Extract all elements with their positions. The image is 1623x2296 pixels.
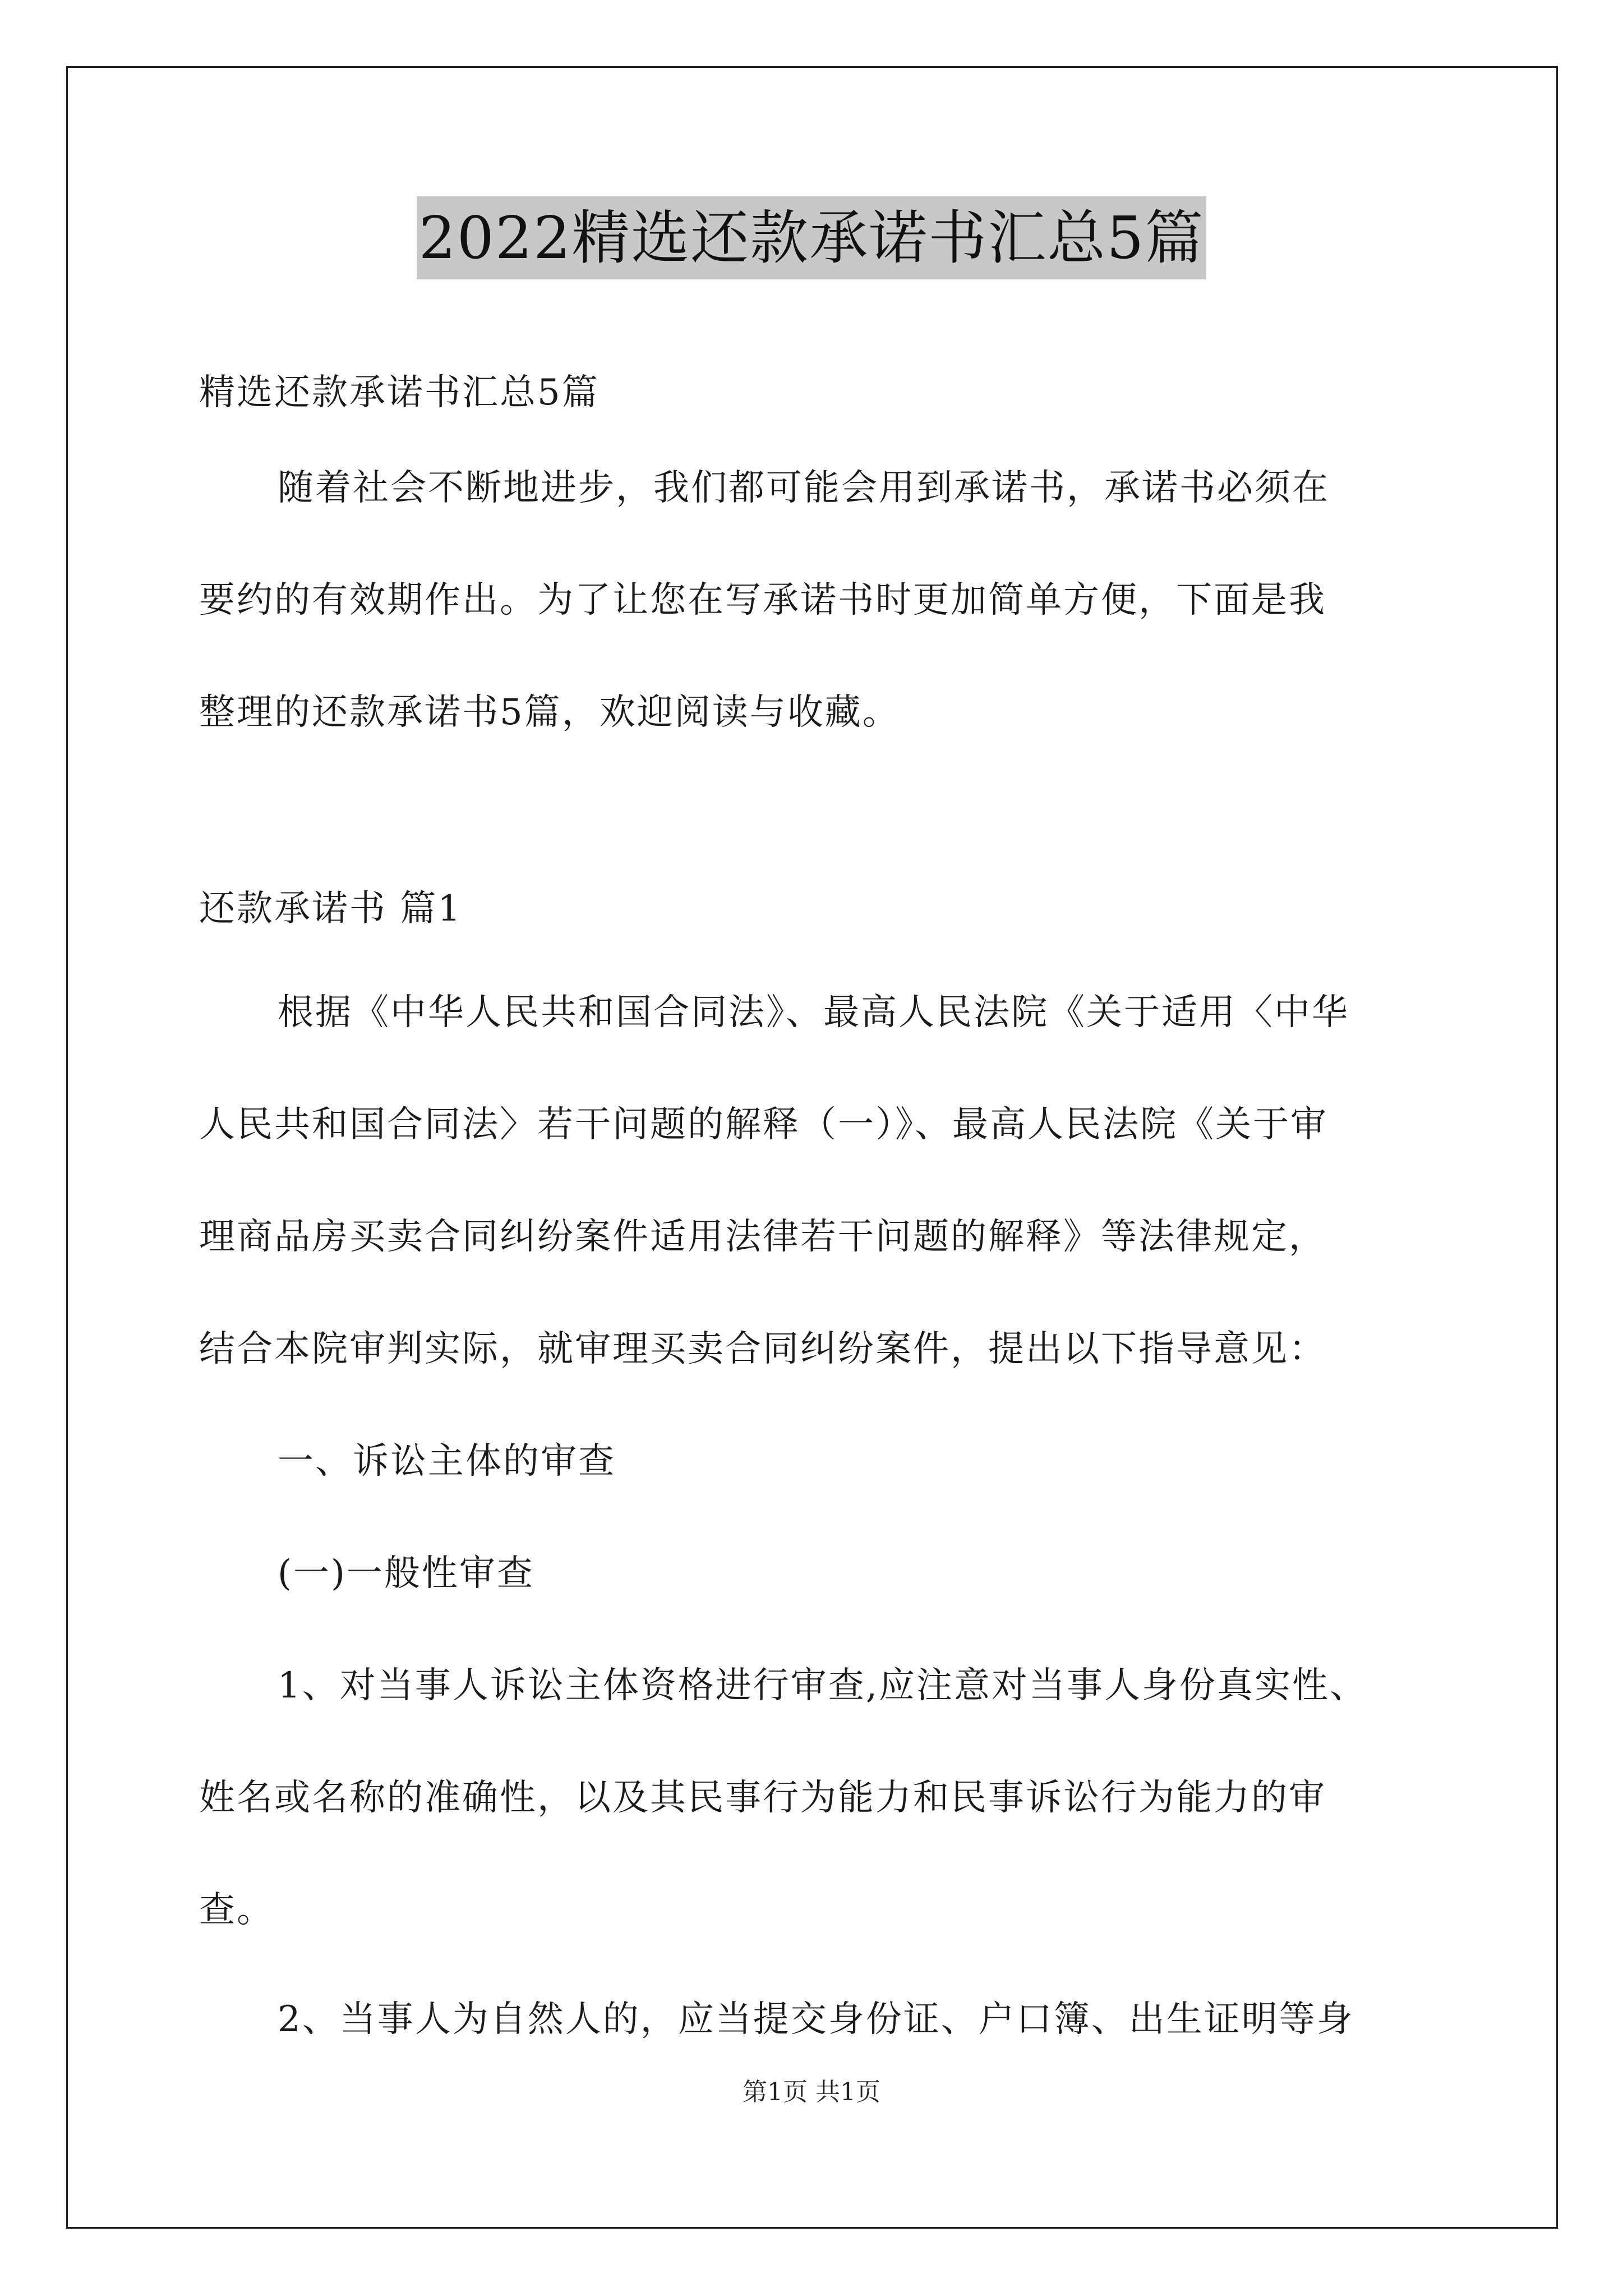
body-line: 结合本院审判实际，就审理买卖合同纠纷案件，提出以下指导意见： — [199, 1328, 1326, 1370]
section-heading-line: 还款承诺书 篇1 — [199, 888, 463, 930]
intro-paragraph — [199, 432, 1433, 769]
body-paragraph — [199, 956, 1433, 1405]
item-1-paragraph — [199, 1630, 1433, 1966]
body-line: 理商品房买卖合同纠纷案件适用法律若干问题的解释》等法律规定， — [199, 1216, 1326, 1258]
item-2-line: 2、当事人为自然人的，应当提交身份证、户口簿、出生证明等身 — [278, 1999, 1354, 2040]
item-2-paragraph — [199, 1963, 1433, 2076]
page-footer: 第1页 共1页 — [743, 2078, 880, 2106]
item-heading-litigation-subject — [199, 1405, 1433, 1517]
intro-line: 整理的还款承诺书5篇，欢迎阅读与收藏。 — [199, 692, 900, 733]
item-1-line: 查。 — [199, 1889, 274, 1931]
title-container — [0, 196, 1623, 279]
item-heading-line: (一)一般性审查 — [278, 1553, 534, 1594]
subtitle-line: 精选还款承诺书汇总5篇 — [199, 372, 600, 413]
item-heading-general-review — [199, 1517, 1433, 1630]
intro-line: 要约的有效期作出。为了让您在写承诺书时更加简单方便，下面是我 — [199, 579, 1326, 621]
item-1-line: 1、对当事人诉讼主体资格进行审查,应注意对当事人身份真实性、 — [278, 1665, 1368, 1706]
intro-line: 随着社会不断地进步，我们都可能会用到承诺书，承诺书必须在 — [278, 467, 1330, 509]
body-line: 根据《中华人民共和国合同法》、最高人民法院《关于适用〈中华 — [278, 992, 1349, 1033]
section-heading — [199, 853, 1433, 965]
item-heading-line: 一、诉讼主体的审查 — [278, 1441, 616, 1482]
document-title: 2022精选还款承诺书汇总5篇 — [417, 196, 1207, 279]
item-1-line: 姓名或名称的准确性，以及其民事行为能力和民事诉讼行为能力的审 — [199, 1777, 1326, 1819]
body-line: 人民共和国合同法〉若干问题的解释（一）》、最高人民法院《关于审 — [199, 1104, 1328, 1145]
